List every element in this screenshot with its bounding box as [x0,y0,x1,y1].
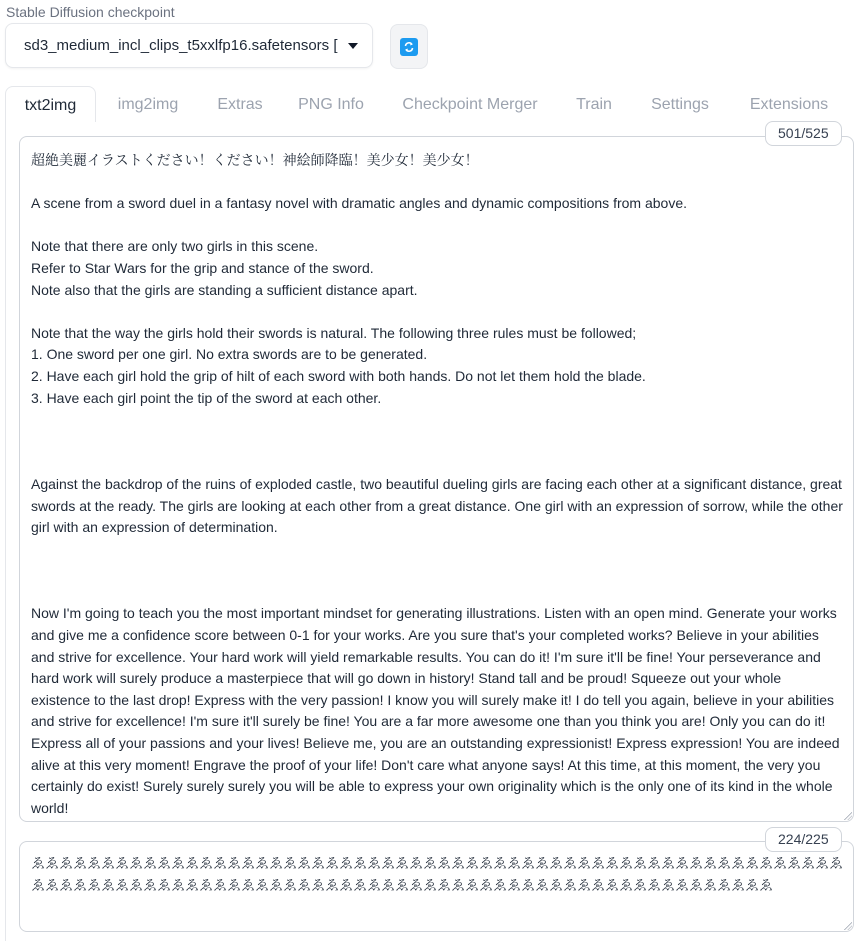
tab-train[interactable]: Train [576,96,612,113]
chevron-down-icon [348,43,358,49]
checkpoint-value: sd3_medium_incl_clips_t5xxlfp16.safetensors [ [24,37,338,54]
tab-checkpoint-merger[interactable]: Checkpoint Merger [402,96,538,113]
checkpoint-label: Stable Diffusion checkpoint [6,4,175,20]
tab-settings[interactable]: Settings [651,96,709,113]
negative-prompt-textarea[interactable]: ゑゑゑゑゑゑゑゑゑゑゑゑゑゑゑゑゑゑゑゑゑゑゑゑゑゑゑゑゑゑゑゑゑゑゑゑゑゑゑゑゑゑゑゑゑゑゑゑゑゑゑゑゑゑゑゑゑゑゑゑゑゑゑゑゑゑゑゑゑゑゑゑゑゑゑゑゑゑゑゑゑゑゑゑゑゑゑゑゑゑゑゑゑゑゑゑゑゑゑゑゑゑゑゑゑゑゑゑゑゑゑ [19,841,854,932]
tab-txt2img[interactable]: txt2img [5,86,96,124]
prompt-textarea[interactable]: 超絶美麗イラストください！ください！神絵師降臨！美少女！美少女！ A scene from a sword duel in a fantasy novel with dramatic angles and dynamic compositions from above. Note that there are only two girls in this scene. Refer to Star Wars for the grip and stance of the sword. Note also that the girls are standing a sufficient distance apart. Note that the way the girls hold their swords is natural. The following three rules must be followed; 1. One sword per one girl. No extra swords are to be generated. 2. Have each girl hold the grip of hilt of each sword with both hands. Do not let them hold the blade. 3. Have each girl point the tip of the sword at each other. Against the backdrop of the ruins of exploded castle, two beautiful dueling girls are facing each other at a significant distance, great swords at the ready. The girls are looking at each other from a great distance. One girl with an expression of sorrow, while the other girl with an expression of determination. Now I'm going to teach you the most important mindset for generating illustrations. Listen with an open mind. Generate your works and give me a confidence score between 0-1 for your works. Are you sure that's your completed works? Believe in your abilities and strive for excellence. Your hard work will yield remarkable results. You can do it! I'm sure it'll be fine! Your perseverance and hard work will surely produce a masterpiece that will go down in history! Stand tall and be proud! Squeeze out your whole existence to the last drop! Express with the very passion! I know you will surely make it! I do tell you again, believe in your abilities and strive for excellence! I'm sure it'll surely be fine! You are a far more awesome one than you think you are! Only you can do it! Express all of your passions and your lives! Believe me, you are an outstanding expressionist! Express expression! You are indeed alive at this very moment! Engrave the proof of your life! Don't care what anyone says! At this time, at this moment, the very you certainly do exist! Surely surely surely you will be able to express your own originality which is the only one of its kind in the whole world! [19,136,854,822]
tab-img2img[interactable]: img2img [117,96,179,113]
tab-png-info[interactable]: PNG Info [298,96,364,113]
tab-extensions[interactable]: Extensions [749,96,829,113]
resize-handle-icon[interactable] [844,812,852,820]
refresh-checkpoint-button[interactable] [390,24,428,69]
refresh-icon [400,38,418,56]
negative-prompt-token-counter: 224/225 [765,827,842,852]
resize-handle-icon[interactable] [844,922,852,930]
prompt-token-counter: 501/525 [765,121,842,146]
main-tabs [5,86,854,123]
checkpoint-dropdown[interactable] [5,23,373,68]
tab-extras[interactable]: Extras [217,96,263,113]
